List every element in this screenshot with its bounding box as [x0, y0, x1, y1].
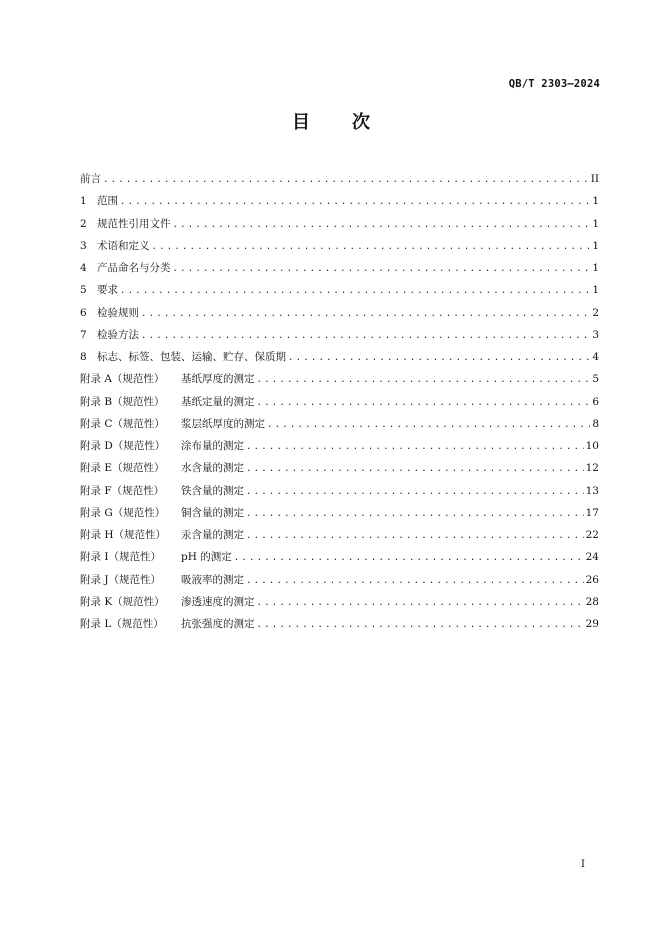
toc-entry[interactable] [80, 279, 599, 301]
dot-leader [120, 191, 590, 213]
toc-entry-annex: 附录 C（规范性） [80, 417, 165, 430]
toc-entry-number: 8 [80, 351, 87, 363]
toc-entry-label: 范围 [97, 195, 118, 208]
toc-entry-number: 3 [80, 239, 87, 252]
toc-entry-label: 水含量的测定 [181, 462, 244, 475]
toc-entry-annex: 附录 F（规范性） [80, 484, 165, 497]
toc-entry[interactable] [80, 190, 599, 212]
toc-entry[interactable] [80, 569, 599, 591]
dot-leader [257, 614, 584, 636]
toc-entry-page: 3 [592, 328, 599, 341]
page-title [0, 108, 662, 134]
toc-entry-label: 汞含量的测定 [181, 529, 244, 541]
dot-leader [257, 592, 584, 614]
dot-leader [246, 525, 584, 547]
toc-entry-page: 28 [585, 595, 599, 608]
toc-entry-label: 铜含量的测定 [181, 506, 244, 519]
toc-entry[interactable] [80, 435, 599, 457]
toc-entry-page: 1 [592, 262, 599, 274]
toc-entry-label: 抗张强度的测定 [181, 618, 255, 630]
toc-entry[interactable] [80, 168, 599, 190]
toc-entry-number: 6 [80, 306, 87, 319]
toc-entry-annex: 附录 K（规范性） [80, 595, 165, 608]
toc-entry[interactable] [80, 457, 599, 479]
toc-entry-page: 17 [585, 506, 599, 519]
dot-leader [257, 392, 591, 414]
toc-entry-page: 12 [585, 462, 599, 475]
toc-entry-page: 22 [585, 529, 599, 541]
toc-entry-number: 1 [80, 195, 87, 208]
toc-entry[interactable] [80, 480, 599, 502]
toc-entry-label: 基纸厚度的测定 [181, 373, 255, 386]
toc-entry[interactable] [80, 591, 599, 613]
toc-entry-label: pH 的测定 [181, 551, 232, 564]
toc-entry-label: 规范性引用文件 [97, 217, 171, 230]
dot-leader [246, 436, 584, 458]
dot-leader [152, 236, 591, 258]
toc-entry-label: 标志、标签、包装、运输、贮存、保质期 [97, 351, 286, 363]
toc-entry[interactable] [80, 413, 599, 435]
toc-entry-page: 10 [585, 440, 599, 452]
toc-entry-page: 6 [592, 395, 599, 408]
toc-entry-page: 1 [592, 217, 599, 230]
toc-entry-page: 2 [592, 306, 599, 319]
toc-entry-label: 前言 [80, 173, 101, 185]
toc-entry[interactable] [80, 368, 599, 390]
dot-leader [141, 325, 590, 347]
toc-entry-page: 26 [585, 573, 599, 586]
toc-entry[interactable] [80, 302, 599, 324]
title-char-1: 目 [292, 112, 310, 133]
dot-leader [173, 258, 591, 280]
toc-entry-label: 渗透速度的测定 [181, 595, 255, 608]
toc-entry-annex: 附录 E（规范性） [80, 462, 165, 475]
toc-entry-page: 1 [592, 239, 599, 252]
toc-entry[interactable] [80, 613, 599, 635]
toc-entry-annex: 附录 A（规范性） [80, 373, 165, 386]
dot-leader [173, 214, 591, 236]
toc-entry-annex: 附录 H（规范性） [80, 529, 166, 541]
page-number: I [581, 859, 585, 870]
toc-entry-label: 检验规则 [97, 306, 139, 319]
toc-entry-page: 1 [592, 195, 599, 208]
dot-leader [246, 481, 584, 503]
toc-entry-annex: 附录 D（规范性） [80, 440, 166, 452]
toc-entry-annex: 附录 L（规范性） [80, 618, 164, 630]
toc-entry-annex: 附录 G（规范性） [80, 506, 166, 519]
toc-entry-annex: 附录 J（规范性） [80, 573, 162, 586]
toc-entry-page: 24 [585, 551, 599, 564]
toc-entry[interactable] [80, 324, 599, 346]
toc-entry-label: 浆层纸厚度的测定 [181, 417, 265, 430]
toc-entry-label: 基纸定量的测定 [181, 395, 255, 408]
dot-leader [103, 169, 589, 191]
toc-entry-annex: 附录 I（规范性） [80, 551, 161, 564]
dot-leader [257, 369, 591, 391]
toc-entry-label: 铁含量的测定 [181, 484, 244, 497]
toc-entry[interactable] [80, 257, 599, 279]
toc-entry-page: 1 [592, 284, 599, 297]
toc-entry[interactable] [80, 502, 599, 524]
toc-entry-label: 术语和定义 [97, 239, 150, 252]
dot-leader [120, 280, 590, 302]
table-of-contents [80, 168, 599, 635]
toc-entry-number: 7 [80, 328, 87, 341]
toc-entry-page: 13 [585, 484, 599, 497]
toc-entry-label: 涂布量的测定 [181, 440, 244, 452]
dot-leader [246, 570, 584, 592]
toc-entry-annex: 附录 B（规范性） [80, 395, 165, 408]
toc-entry-label: 产品命名与分类 [97, 262, 171, 274]
toc-entry[interactable] [80, 235, 599, 257]
dot-leader [246, 458, 584, 480]
title-char-2: 次 [352, 112, 370, 133]
dot-leader [288, 347, 590, 369]
toc-entry[interactable] [80, 546, 599, 568]
toc-entry[interactable] [80, 346, 599, 368]
dot-leader [141, 303, 590, 325]
toc-entry[interactable] [80, 391, 599, 413]
toc-entry-number: 5 [80, 284, 87, 297]
toc-entry-label: 要求 [97, 284, 118, 297]
toc-entry-page: 4 [592, 351, 599, 363]
toc-entry-page: II [590, 173, 599, 185]
toc-entry-number: 2 [80, 217, 87, 230]
dot-leader [234, 547, 584, 569]
dot-leader [246, 503, 584, 525]
toc-entry-page: 8 [592, 417, 599, 430]
toc-entry-label: 吸液率的测定 [181, 573, 244, 586]
dot-leader [267, 414, 590, 436]
toc-entry[interactable] [80, 213, 599, 235]
document-code: QB/T 2303—2024 [508, 78, 600, 90]
toc-entry-label: 检验方法 [97, 328, 139, 341]
toc-entry-page: 29 [585, 618, 599, 630]
toc-entry-number: 4 [80, 262, 87, 274]
toc-entry-page: 5 [592, 373, 599, 386]
toc-entry[interactable] [80, 524, 599, 546]
